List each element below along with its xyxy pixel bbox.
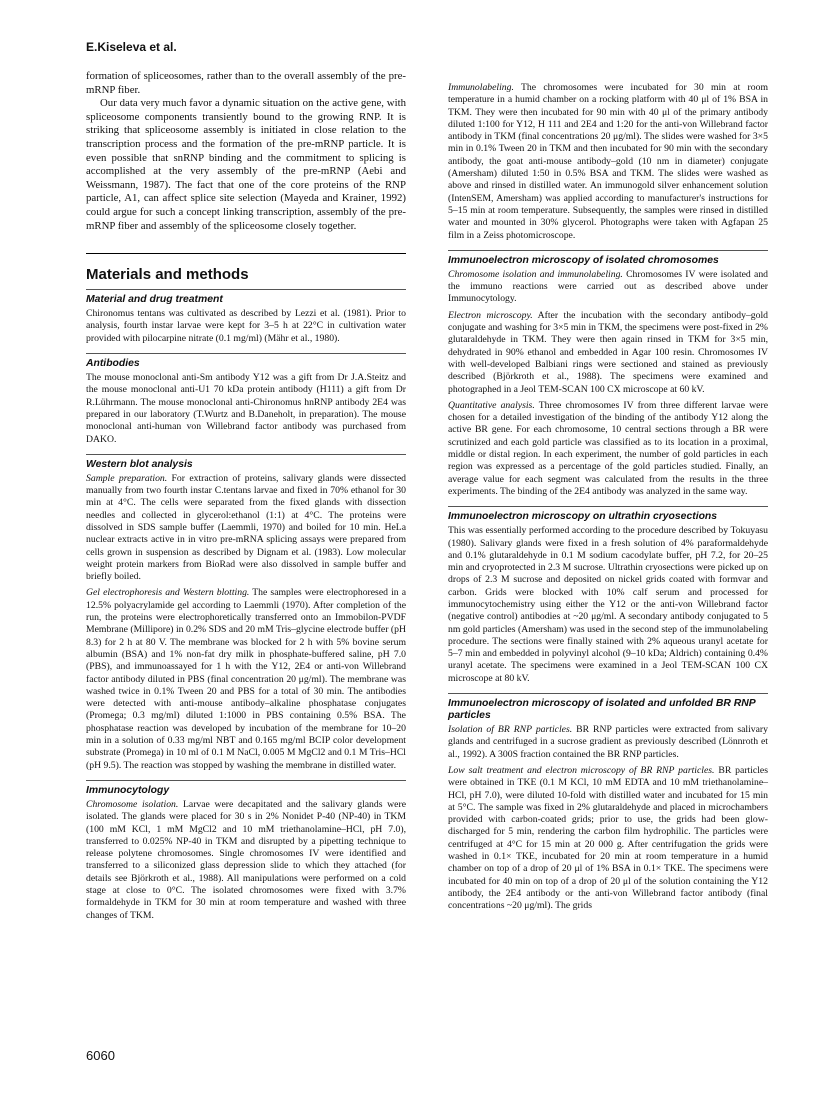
page-number: 6060: [86, 1048, 115, 1063]
iem-isolated-quant-text: Three chromosomes IV from three different larvae were chosen for a detailed investigation of the binding of the antibody Y12 along the active BR gene. For each chromosome, 10 central sections through a BR were scrutinized and each gold particle was classified as to its location in a proximal, middle or distal region. In each experiment, the number of gold particles in each region was expressed as a percentage of the gold particles studied. Finally, an average value for each segment was calculated from the results in the three experiments. The binding of the 2E4 antibody was analyzed in the same way.: [448, 399, 768, 497]
western-gel-text: The samples were electrophoresed in a 12.5% polyacrylamide gel according to Laemmli (1970). After completion of the run, the proteins were electrophoretically transferred onto an Immobilon-PVDF Membrane (Millipore) in 0.2% SDS and 20 mM Tris–glycine electrode buffer (pH 8.3) for 2 h at 80 V. The membrane was blocked for 2 h with 5% bovine serum albumin (BSA) and 1% non-fat dry milk in phosphate-buffered saline, pH 7.0 (PBS), and immunoassayed for 1 h with the Y12, 2E4 or anti-von Willebrand factor antibody diluted in PBS (final concentration 20 μg/ml). The membrane was washed twice in 0.1% Tween 20 and PBS for a total of 30 min. The antibodies were detected with anti-mouse antibody–alkaline phosphatase conjugates (Promega; 0.3 mg/ml) diluted 1:1000 in PBS containing 0.5% BSA. The phosphatase reaction was developed by incubation of the membrane for 10–20 min in a solution of 0.33 mg/ml NBT and 0.165 mg/ml BCIP color development substrate (Promega) in 10 ml of 0.1 M NaCl, 0.005 M MgCl2 and 0.1 M Tris–HCl (pH 9.5). The reaction was stopped by washing the membrane in distilled water.: [86, 587, 407, 771]
immunolabeling-title: Immunolabeling.: [448, 82, 514, 93]
iem-isolated-isolation: [448, 269, 768, 306]
iem-br-isolation-text: BR RNP particles were extracted from salivary glands and centrifuged in a sucrose gradient as previously described (Lönnroth et al., 1992). A 300S fraction contained the BR RNP particles.: [448, 724, 768, 760]
intro-paragraph-2: Our data very much favor a dynamic situation on the active gene, with spliceosome components transiently bound to the growing RNP. It is striking that spliceosome assembly is initiated in close relation to the transcription process and the formation of the pre-mRNP particle. It is even possible that snRNP binding and the commitment to splicing is accomplished at the very assembly of the pre-mRNP (Aebi and Weissmann, 1987). The fact that one of the core proteins of the RNP particle, A1, can affect splice site selection (Mayeda and Krainer, 1992) could argue for such a concept linking transcription, assembly of the pre-mRNP fiber and assembly of the spliceosome closely together.: [86, 97, 406, 232]
immunocytology-isolation: [86, 799, 406, 922]
western-heading: Western blot analysis: [86, 454, 406, 471]
immunocytology-isolation-title: Chromosome isolation.: [86, 798, 179, 810]
iem-isolated-quant-title: Quantitative analysis.: [448, 399, 535, 411]
iem-isolated-quant: [448, 400, 768, 498]
iem-isolated-em-text: After the incubation with the secondary antibody–gold conjugate and washing for 3×5 min in TKM, the specimens were post-fixed in 2% glutaraldehyde in TKM. They were then again rinsed in TKM for 3×5 min, dehydrated in 90% ethanol and embedded in Agar 100 resin. Chromosomes IV with well-developed Balbiani rings were sectioned and stained as previously described (Björkroth et al., 1988). The specimens were examined and photographed in a Jeol TEM-SCAN 100 CX microscope at 60 kV.: [448, 309, 768, 395]
iem-br-lowsalt: [448, 765, 768, 913]
iem-br-isolation-title: Isolation of BR RNP particles.: [448, 724, 573, 736]
iem-isolated-em-title: Electron microscopy.: [448, 309, 533, 321]
immunocytology-heading: Immunocytology: [86, 780, 406, 797]
iem-br-heading: Immunoelectron microscopy of isolated and unfolded BR RNP particles: [448, 693, 768, 722]
western-gel: [86, 587, 406, 771]
section-title: Materials and methods: [86, 253, 406, 283]
iem-isolated-em: [448, 310, 768, 396]
western-sample-prep: [86, 473, 406, 584]
iem-cryo-heading: Immunoelectron microscopy on ultrathin cryosections: [448, 506, 768, 523]
iem-br-lowsalt-title: Low salt treatment and electron microscopy of BR RNP particles.: [448, 764, 715, 776]
iem-isolated-isolation-title: Chromosome isolation and immunolabeling.: [448, 268, 623, 280]
antibodies-heading: Antibodies: [86, 353, 406, 370]
intro-text: [86, 70, 406, 233]
material-heading: Material and drug treatment: [86, 289, 406, 306]
intro-paragraph-1: formation of spliceosomes, rather than to the overall assembly of the pre-mRNP fiber.: [86, 70, 406, 96]
immunocytology-isolation-text: Larvae were decapitated and the salivary glands were isolated. The glands were placed for 30 s in 2% Nonidet P-40 (NP-40) in TKM (100 mM KCl, 1 mM MgCl2 and 10 mM triethanolamine–HCl, pH 7.0), transferred to 0.025% NP-40 in TKM and disrupted by a pipetting technique to release polytene chromosomes. Single chromosomes IV were identified and transferred to a siliconized glass depression slide to which they attached (for details see Björkroth et al., 1988). All manipulations were performed on a cold stage at close to 0°C. The isolated chromosomes were fixed with 3.7% formaldehyde in TKM for 30 min at room temperature and washed with three changes of TKM.: [86, 798, 406, 921]
left-column: [86, 70, 406, 922]
antibodies-text: The mouse monoclonal anti-Sm antibody Y12 was a gift from Dr J.A.Steitz and the mouse monoclonal anti-U1 70 kDa protein antibody (H111) a gift from Dr R.Lührmann. The mouse monoclonal anti-Chironomus hnRNP antibody 2E4 was prepared in our laboratory (T.Wurtz and B.Daneholt, in preparation). The mouse monoclonal anti-human von Willebrand factor antibody was purchased from DAKO.: [86, 372, 406, 445]
iem-isolated-heading: Immunoelectron microscopy of isolated chromosomes: [448, 250, 768, 267]
western-sample-prep-title: Sample preparation.: [86, 472, 168, 484]
material-text: Chironomus tentans was cultivated as described by Lezzi et al. (1981). Prior to analysis, fourth instar larvae were kept for 3–5 h at 22°C in cultivation water provided with pilocarpine nitrate (0.1 mg/ml) (Mähr et al., 1980).: [86, 308, 406, 344]
running-head: E.Kiseleva et al.: [86, 40, 177, 54]
iem-isolated-isolation-text: Chromosomes IV were isolated and the immuno reactions were carried out as described above under Immunocytology.: [448, 268, 769, 305]
iem-br-isolation: [448, 724, 768, 761]
iem-cryo-text: This was essentially performed according to the procedure described by Tokuyasu (1980). Salivary glands were fixed in a fresh solution of 4% paraformaldehyde and 0.1% glutaraldehyde in 0.1 M sodium cacodylate buffer, pH 7.2, for 20–25 min and cryoprotected in 2.3 M sucrose. Ultrathin cryosections were picked up on drops of 2.3 M sucrose and deposited on nickel grids coated with formvar and carbon. Grids were blocked with 10% calf serum and processed for immunocytochemistry using either the Y12 or the anti-von Willebrand factor (negative control) antibodies at ~20 μg/ml. A secondary antibody conjugated to 5 nm gold particles (Amersham) was used in the second step of the immunolabeling procedure. The sections were finally stained with 2% aqueous uranyl acetate for 5–7 min and embedded in polyvinyl alcohol (9–10 kDa; Aldrich) containing 0.4% uranyl acetate. The specimens were examined in a Jeol TEM-SCAN 100 CX microscope at 80 kV.: [448, 525, 768, 684]
immunolabeling-text: The chromosomes were incubated for 30 min at room temperature in a humid chamber on a rocking platform with 40 μl of 1% BSA in TKM. They were then incubated for 90 min with 40 μl of the primary antibody diluted 1:100 for Y12, H 111 and 2E4 and 1:20 for the anti-von Willebrand factor antibody in TKM (final concentrations 20 μg/ml). The slides were washed for 3×5 min in 0.1% Tween 20 in TKM and then incubated for 90 min with the secondary antibody, the goat anti-mouse antibody–gold (10 nm in diameter) conjugate (Amersham) diluted 1:50 in 0.5% BSA and TKM. The slides were washed as above and rinsed in distilled water. An immunogold silver enhancement solution (IntenSEM, Amersham) was applied according to manufacturer's instructions for 5–15 min at room temperature. Subsequently, the samples were rinsed in distilled water and mounted in 30% glycerol. Photographs were taken with Agfapan 25 film in a Zeiss photomicroscope.: [448, 82, 768, 241]
right-column: [448, 78, 768, 913]
immunolabeling: [448, 82, 768, 242]
western-sample-prep-text: For extraction of proteins, salivary glands were dissected manually from two fourth instar C.tentans larvae and fixed in 70% ethanol for 30 min at 4°C. The cells were separated from the fixed glands with dissection needles and collected in glycerol:ethanol (1:1) at 4°C. The proteins were dissolved in SDS sample buffer (Laemmli, 1970) and boiled for 10 min. HeLa nuclear extracts active in in vitro pre-mRNA splicing assays were prepared from cells grown in suspension as described by Dignam et al. (1983). Low molecular weight protein markers from BioRad were also dissolved in sample buffer and briefly boiled.: [86, 472, 406, 583]
iem-br-lowsalt-text: BR particles were obtained in TKE (0.1 M KCl, 10 mM EDTA and 10 mM triethanolamine–HCl, pH 7.0), were diluted 10-fold with distilled water and incubated for 15 min at 5°C. The sample was fixed in 2% glutaraldehyde and placed in microchambers provided with carbon-coated grids; prior to use, the grids had been glow-discharged for 5 min, rendering the carbon film hydrophilic. The particles were centrifuged at 4°C for 15 min at 20 000 g. After centrifugation the grids were washed in 0.1× TKE, incubated for 20 min at room temperature in a humid chamber on top of a drop of 20 μl of 1% BSA in 0.1× TKE. The specimens were incubated for 40 min on top of a drop of 20 μl of the solution containing the Y12 antibody, the 2E4 antibody or the anti-von Willebrand factor antibody (final concentrations ~20 μg/ml). The grids: [448, 764, 768, 912]
western-gel-title: Gel electrophoresis and Western blotting.: [86, 587, 250, 599]
